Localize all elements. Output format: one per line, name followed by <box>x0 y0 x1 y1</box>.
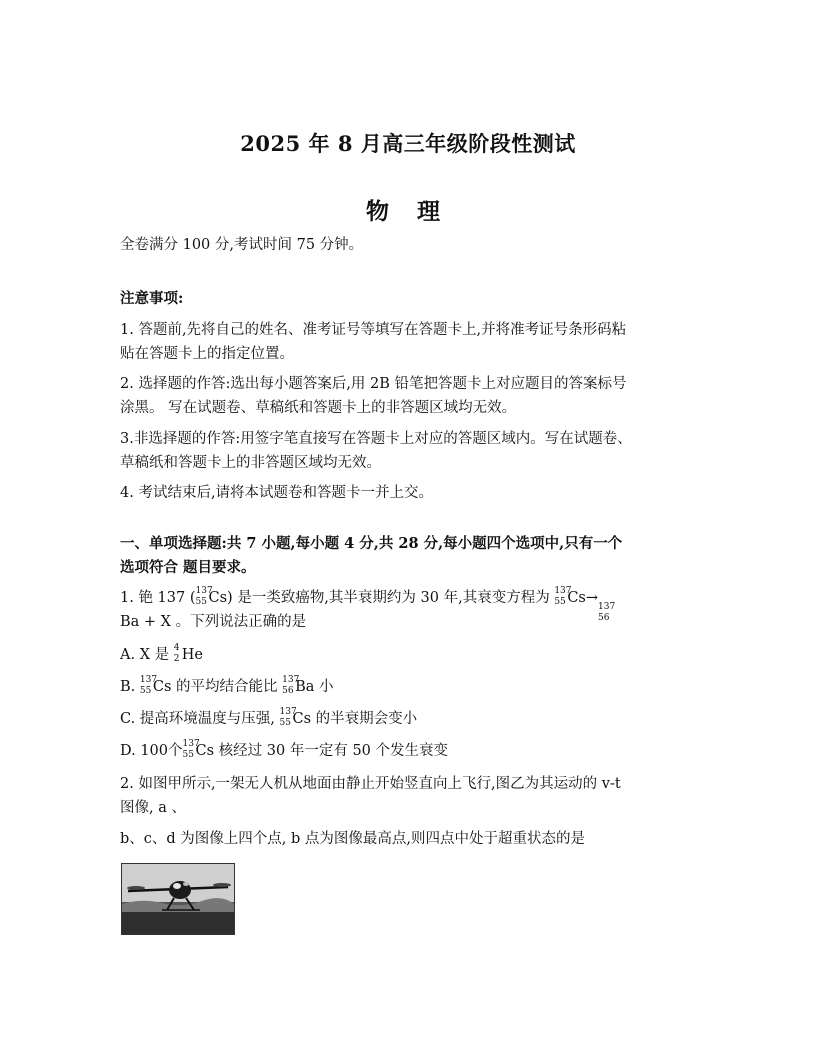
note-4: 4. 考试结束后,请将本试题卷和答题卡一并上交。 <box>120 485 434 501</box>
question-2-stem-line-1: 2. 如图甲所示,一架无人机从地面由静止开始竖直向上飞行,图乙为其运动的 v-t <box>120 776 621 792</box>
section-1-heading-line-1: 一、单项选择题:共 7 小题,每小题 4 分,共 28 分,每小题四个选项中,只有一个 <box>120 535 623 552</box>
question-2-stem-line-3: b、c、d 为图像上四个点, b 点为图像最高点,则四点中处于超重状态的是 <box>120 831 586 847</box>
question-1-stem-line-1: 1. 铯 137 ( 137 55 Cs) 是一类致癌物,其半衰期约为 30 年,其衰变方程为 137 55 Cs→ 137 56 <box>120 586 616 623</box>
cs-nuclide: 137 55 Cs <box>139 675 172 696</box>
q1-stem-part-a: 1. 铯 137 ( <box>120 590 196 606</box>
drone-icon <box>122 864 234 934</box>
subject-title: 物 理 <box>365 198 450 225</box>
note-2-line-1: 2. 选择题的作答:选出每小题答案后,用 2B 铅笔把答题卡上对应题目的答案标号 <box>120 376 627 392</box>
section-1-heading-line-2: 选项符合 题目要求。 <box>120 559 256 576</box>
note-1-line-2: 贴在答题卡上的指定位置。 <box>120 346 294 362</box>
q1-option-d: D. 100个 137 55 Cs 核经过 30 年一定有 50 个发生衰变 <box>120 739 700 763</box>
ba-nuclide: 137 56 Ba <box>282 675 315 696</box>
q1-stem-part-b: ) 是一类致癌物,其半衰期约为 30 年,其衰变方程为 <box>227 590 555 606</box>
q1-option-b: B. 137 55 Cs 的平均结合能比 137 56 Ba 小 <box>120 675 700 699</box>
note-1-line-1: 1. 答题前,先将自己的姓名、准考证号等填写在答题卡上,并将准考证号条形码粘 <box>120 322 627 338</box>
q1-option-a: A. X 是 4 2 He <box>120 643 700 667</box>
question-2-stem-line-2: 图像, a 、 <box>120 800 186 816</box>
cs-nuclide: 137 55 Cs <box>279 707 312 728</box>
drone-photo <box>121 863 235 935</box>
question-1-stem-line-2: Ba + X 。下列说法正确的是 <box>120 614 307 630</box>
exam-info: 全卷满分 100 分,考试时间 75 分钟。 <box>120 237 364 253</box>
note-3-line-2: 草稿纸和答题卡上的非答题区域均无效。 <box>120 455 381 471</box>
notes-heading: 注意事项: <box>120 290 184 307</box>
q1-option-c: C. 提高环境温度与压强, 137 55 Cs 的半衰期会变小 <box>120 707 700 731</box>
exam-title: 2025 年 8 月高三年级阶段性测试 <box>240 131 576 156</box>
arrow-symbol: → <box>585 590 599 606</box>
note-2-line-2: 涂黑。 写在试题卷、草稿纸和答题卡上的非答题区域均无效。 <box>120 400 517 416</box>
cs-nuclide: 137 55 Cs <box>195 586 228 607</box>
he-nuclide: 4 2 He <box>173 643 203 664</box>
cs-nuclide: 137 55 Cs <box>182 739 215 760</box>
note-3-line-1: 3.非选择题的作答:用签字笔直接写在答题卡上对应的答题区域内。写在试题卷、 <box>120 431 632 447</box>
cs-nuclide: 137 55 Cs <box>554 586 586 607</box>
